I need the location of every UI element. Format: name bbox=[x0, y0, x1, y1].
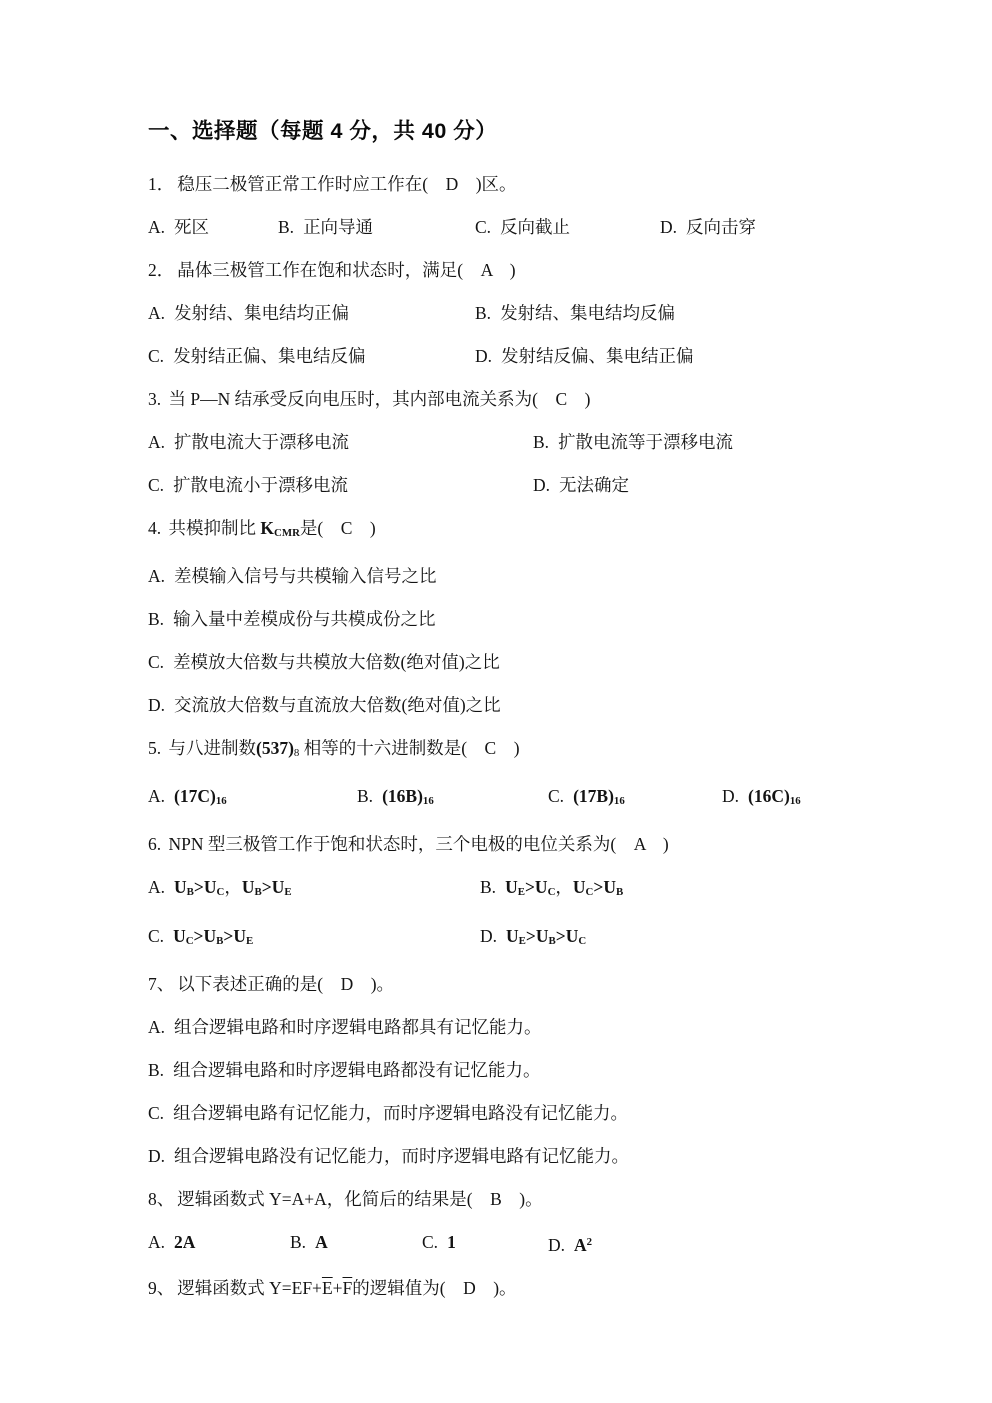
question-7-stem bbox=[148, 963, 952, 1006]
question-4-option-a bbox=[148, 555, 952, 598]
option-a bbox=[148, 866, 480, 914]
question-3-stem bbox=[148, 378, 952, 421]
option-label: C. bbox=[148, 346, 165, 366]
text-segment: >U bbox=[555, 925, 579, 946]
text-segment: 组合逻辑电路没有记忆能力，而时序逻辑电路有记忆能力。 bbox=[174, 1145, 630, 1166]
text-segment: 死区 bbox=[174, 217, 210, 237]
option-text bbox=[500, 303, 675, 323]
text-segment: 16 bbox=[789, 795, 801, 808]
option-b bbox=[278, 206, 475, 249]
option-label: B. bbox=[533, 432, 550, 452]
question-6-options-row-1 bbox=[148, 866, 952, 914]
text-segment: $\overline{F}$ bbox=[342, 1277, 353, 1298]
question-number: 8、 bbox=[148, 1188, 175, 1209]
question-5-stem bbox=[148, 727, 952, 775]
text-segment: A bbox=[574, 1234, 587, 1255]
option-text bbox=[447, 1232, 456, 1252]
option-text bbox=[501, 346, 694, 366]
option-b bbox=[357, 775, 548, 823]
text-segment: B bbox=[254, 886, 262, 899]
option-label: C. bbox=[148, 652, 165, 673]
option-label: B. bbox=[357, 786, 374, 807]
question-number: 3. bbox=[148, 389, 166, 409]
option-label: A. bbox=[148, 786, 166, 807]
text-segment: 差模放大倍数与共模放大倍数(绝对值)之比 bbox=[173, 652, 500, 673]
question-4-option-c bbox=[148, 641, 952, 684]
option-text bbox=[174, 566, 437, 586]
option-label: A. bbox=[148, 1016, 166, 1037]
text-segment: 的逻辑值为( D )。 bbox=[352, 1277, 517, 1298]
question-8-stem bbox=[148, 1178, 952, 1221]
question-6-stem bbox=[148, 823, 952, 866]
option-text bbox=[174, 1232, 195, 1252]
text-segment: B bbox=[616, 886, 624, 899]
question-number: 4. bbox=[148, 518, 166, 538]
question-text bbox=[169, 738, 520, 758]
question-8-options bbox=[148, 1221, 952, 1267]
text-segment: 输入量中差模成份与共模成份之比 bbox=[173, 609, 436, 630]
text-segment: (16B) bbox=[382, 786, 423, 807]
option-label: C. bbox=[148, 925, 165, 946]
option-text bbox=[174, 1146, 629, 1166]
option-text bbox=[573, 786, 625, 806]
text-segment: 反向截止 bbox=[500, 217, 571, 237]
question-7 bbox=[148, 963, 952, 1178]
text-segment: 发射结、集电结均正偏 bbox=[174, 303, 350, 323]
text-segment: 晶体三极管工作在饱和状态时，满足( A ) bbox=[177, 260, 516, 280]
option-d bbox=[475, 335, 694, 378]
text-segment: 组合逻辑电路有记忆能力，而时序逻辑电路没有记忆能力。 bbox=[173, 1102, 629, 1123]
option-text bbox=[303, 217, 373, 237]
question-text bbox=[169, 834, 669, 854]
text-segment: >U bbox=[524, 877, 548, 898]
question-text bbox=[169, 518, 376, 538]
text-segment: 反向击穿 bbox=[686, 217, 757, 237]
text-segment: ， bbox=[224, 877, 242, 898]
question-3-options-row-2 bbox=[148, 464, 952, 507]
text-segment: 是( C ) bbox=[299, 518, 376, 538]
option-a bbox=[148, 421, 533, 464]
option-label: D. bbox=[148, 1145, 166, 1166]
option-label: A. bbox=[148, 566, 166, 587]
text-segment: E bbox=[518, 934, 526, 947]
text-segment: 2 bbox=[586, 1235, 593, 1248]
text-segment: 稳压二极管正常工作时应工作在( D )区。 bbox=[177, 174, 517, 194]
text-segment: 组合逻辑电路和时序逻辑电路都具有记忆能力。 bbox=[174, 1016, 542, 1037]
text-segment: NPN 型三极管工作于饱和状态时，三个电极的电位关系为( A ) bbox=[168, 834, 669, 855]
option-label: D. bbox=[722, 786, 740, 807]
question-1-stem bbox=[148, 163, 952, 206]
text-segment: >U bbox=[593, 877, 617, 898]
option-label: A. bbox=[148, 877, 166, 898]
option-d bbox=[660, 206, 756, 249]
option-label: C. bbox=[475, 217, 492, 237]
question-9-stem bbox=[148, 1267, 952, 1310]
option-text bbox=[506, 926, 586, 946]
option-text bbox=[173, 475, 348, 495]
question-9 bbox=[148, 1267, 952, 1310]
option-label: D. bbox=[480, 925, 498, 946]
option-c bbox=[148, 915, 480, 963]
option-c bbox=[148, 335, 475, 378]
question-1-options bbox=[148, 206, 952, 249]
option-b bbox=[475, 292, 675, 335]
option-text bbox=[382, 786, 434, 806]
option-text bbox=[558, 432, 733, 452]
option-text bbox=[500, 217, 570, 237]
option-d bbox=[722, 775, 801, 823]
option-label: D. bbox=[660, 217, 678, 237]
option-label: C. bbox=[148, 1102, 165, 1123]
text-segment: 差模输入信号与共模输入信号之比 bbox=[174, 566, 437, 587]
option-c bbox=[548, 775, 722, 823]
text-segment: C bbox=[185, 934, 194, 947]
text-segment: 发射结正偏、集电结反偏 bbox=[173, 346, 366, 366]
question-2-options-row-2 bbox=[148, 335, 952, 378]
text-segment: E bbox=[246, 934, 254, 947]
text-segment: (537) bbox=[256, 738, 294, 759]
text-segment: U bbox=[241, 877, 255, 898]
question-number: 1． bbox=[148, 174, 175, 194]
option-label: D. bbox=[533, 475, 551, 495]
question-4-stem bbox=[148, 507, 952, 555]
text-segment: 当 P—N 结承受反向电压时，其内部电流关系为( C ) bbox=[168, 389, 591, 409]
option-label: C. bbox=[422, 1231, 439, 1252]
option-label: D. bbox=[475, 346, 493, 366]
text-segment: C bbox=[547, 886, 556, 899]
option-label: A. bbox=[148, 217, 166, 237]
option-text bbox=[173, 652, 500, 672]
option-b bbox=[533, 421, 733, 464]
text-segment: 逻辑函数式 Y=A+A，化简后的结果是( B )。 bbox=[177, 1188, 543, 1209]
text-segment: 逻辑函数式 Y=EF+ bbox=[177, 1277, 322, 1298]
text-segment: U bbox=[173, 925, 186, 946]
text-segment: 发射结反偏、集电结正偏 bbox=[501, 346, 694, 366]
option-a bbox=[148, 292, 475, 335]
question-3-options-row-1 bbox=[148, 421, 952, 464]
option-d bbox=[533, 464, 629, 507]
question-text bbox=[177, 260, 515, 280]
option-label: B. bbox=[475, 303, 492, 323]
option-label: A. bbox=[148, 1231, 166, 1252]
question-3 bbox=[148, 378, 952, 507]
text-segment: 16 bbox=[422, 795, 434, 808]
text-segment: B bbox=[216, 934, 224, 947]
text-segment: C bbox=[578, 934, 587, 947]
text-segment: 2A bbox=[174, 1231, 196, 1252]
question-4-option-d bbox=[148, 684, 952, 727]
option-c bbox=[475, 206, 660, 249]
text-segment: 8 bbox=[293, 747, 300, 760]
option-label: B. bbox=[148, 609, 165, 630]
option-label: D. bbox=[548, 1234, 566, 1255]
text-segment: C bbox=[585, 886, 594, 899]
question-7-option-b bbox=[148, 1049, 952, 1092]
question-4 bbox=[148, 507, 952, 727]
text-segment: 组合逻辑电路和时序逻辑电路都没有记忆能力。 bbox=[173, 1059, 541, 1080]
text-segment: K bbox=[260, 518, 274, 538]
option-text bbox=[174, 695, 501, 715]
option-d bbox=[548, 1221, 592, 1267]
option-c bbox=[422, 1221, 548, 1267]
question-7-option-d bbox=[148, 1135, 952, 1178]
text-segment: (17B) bbox=[573, 786, 614, 807]
question-2-stem bbox=[148, 249, 952, 292]
text-segment: 共模抑制比 bbox=[168, 518, 261, 538]
question-text bbox=[177, 1278, 516, 1298]
option-text bbox=[686, 217, 756, 237]
text-segment: >U bbox=[223, 925, 247, 946]
text-segment: >U bbox=[261, 877, 285, 898]
text-segment: 交流放大倍数与直流放大倍数(绝对值)之比 bbox=[174, 695, 501, 716]
question-1 bbox=[148, 163, 952, 249]
option-text bbox=[174, 432, 349, 452]
text-segment: >U bbox=[525, 925, 549, 946]
question-7-option-a bbox=[148, 1006, 952, 1049]
option-text bbox=[173, 926, 253, 946]
text-segment: B bbox=[186, 886, 194, 899]
option-a bbox=[148, 206, 278, 249]
text-segment: U bbox=[505, 877, 518, 898]
question-4-option-b bbox=[148, 598, 952, 641]
option-a bbox=[148, 775, 357, 823]
question-number: 6. bbox=[148, 834, 166, 855]
text-segment: 无法确定 bbox=[559, 475, 630, 495]
question-text bbox=[177, 174, 516, 194]
question-number: 5. bbox=[148, 738, 166, 759]
text-segment: $\overline{E}$ bbox=[321, 1277, 333, 1298]
text-segment: ， bbox=[555, 877, 573, 898]
option-label: C. bbox=[148, 475, 165, 495]
question-number: 2． bbox=[148, 260, 175, 280]
question-6-options-row-2 bbox=[148, 915, 952, 963]
text-segment: A bbox=[315, 1231, 328, 1252]
section-title: 一、选择题（每题 4 分，共 40 分） bbox=[148, 119, 498, 143]
text-segment: + bbox=[332, 1277, 343, 1298]
question-2 bbox=[148, 249, 952, 378]
question-5 bbox=[148, 727, 952, 823]
text-segment: 16 bbox=[215, 795, 227, 808]
option-label: C. bbox=[548, 786, 565, 807]
text-segment: E bbox=[517, 886, 525, 899]
option-d bbox=[480, 915, 586, 963]
option-text bbox=[174, 786, 227, 806]
option-text bbox=[574, 1235, 592, 1255]
text-segment: CMR bbox=[274, 527, 300, 540]
text-segment: 扩散电流大于漂移电流 bbox=[174, 432, 350, 452]
text-segment: 以下表述正确的是( D )。 bbox=[177, 973, 395, 994]
question-6 bbox=[148, 823, 952, 962]
option-text bbox=[173, 1060, 541, 1080]
text-segment: 16 bbox=[613, 795, 625, 808]
text-segment: 扩散电流等于漂移电流 bbox=[558, 432, 734, 452]
text-segment: 发射结、集电结均反偏 bbox=[500, 303, 676, 323]
text-segment: >U bbox=[193, 877, 217, 898]
option-label: A. bbox=[148, 303, 166, 323]
option-text bbox=[174, 877, 292, 897]
text-segment: B bbox=[548, 934, 556, 947]
text-segment: 与八进制数 bbox=[168, 738, 256, 759]
text-segment: (16C) bbox=[748, 786, 790, 807]
option-a bbox=[148, 1221, 290, 1267]
text-segment: E bbox=[284, 886, 292, 899]
option-text bbox=[173, 346, 366, 366]
text-segment: 正向导通 bbox=[303, 217, 374, 237]
question-number: 9、 bbox=[148, 1277, 175, 1298]
option-label: D. bbox=[148, 695, 166, 716]
option-text bbox=[559, 475, 629, 495]
option-text bbox=[748, 786, 801, 806]
option-text bbox=[315, 1232, 328, 1252]
option-text bbox=[174, 303, 349, 323]
question-number: 7、 bbox=[148, 973, 175, 994]
option-label: B. bbox=[290, 1231, 307, 1252]
text-segment: C bbox=[216, 886, 225, 899]
option-text bbox=[174, 217, 209, 237]
text-segment: 1 bbox=[447, 1231, 456, 1252]
question-2-options-row-1 bbox=[148, 292, 952, 335]
text-segment: >U bbox=[193, 925, 217, 946]
option-text bbox=[174, 1017, 542, 1037]
text-segment: U bbox=[572, 877, 586, 898]
option-label: B. bbox=[278, 217, 295, 237]
option-text bbox=[173, 1103, 628, 1123]
text-segment: U bbox=[506, 925, 519, 946]
option-text bbox=[173, 609, 436, 629]
text-segment: U bbox=[174, 877, 187, 898]
option-label: A. bbox=[148, 432, 166, 452]
option-b bbox=[290, 1221, 422, 1267]
option-text bbox=[505, 877, 623, 897]
option-label: B. bbox=[480, 877, 497, 898]
question-7-option-c bbox=[148, 1092, 952, 1135]
question-8 bbox=[148, 1178, 952, 1267]
text-segment: 相等的十六进制数是( C ) bbox=[299, 738, 520, 759]
option-c bbox=[148, 464, 533, 507]
question-text bbox=[177, 1189, 542, 1209]
question-text bbox=[177, 974, 394, 994]
option-label: B. bbox=[148, 1059, 165, 1080]
option-b bbox=[480, 866, 623, 914]
text-segment: 扩散电流小于漂移电流 bbox=[173, 475, 349, 495]
question-text bbox=[169, 389, 591, 409]
question-5-options bbox=[148, 775, 952, 823]
text-segment: (17C) bbox=[174, 786, 216, 807]
